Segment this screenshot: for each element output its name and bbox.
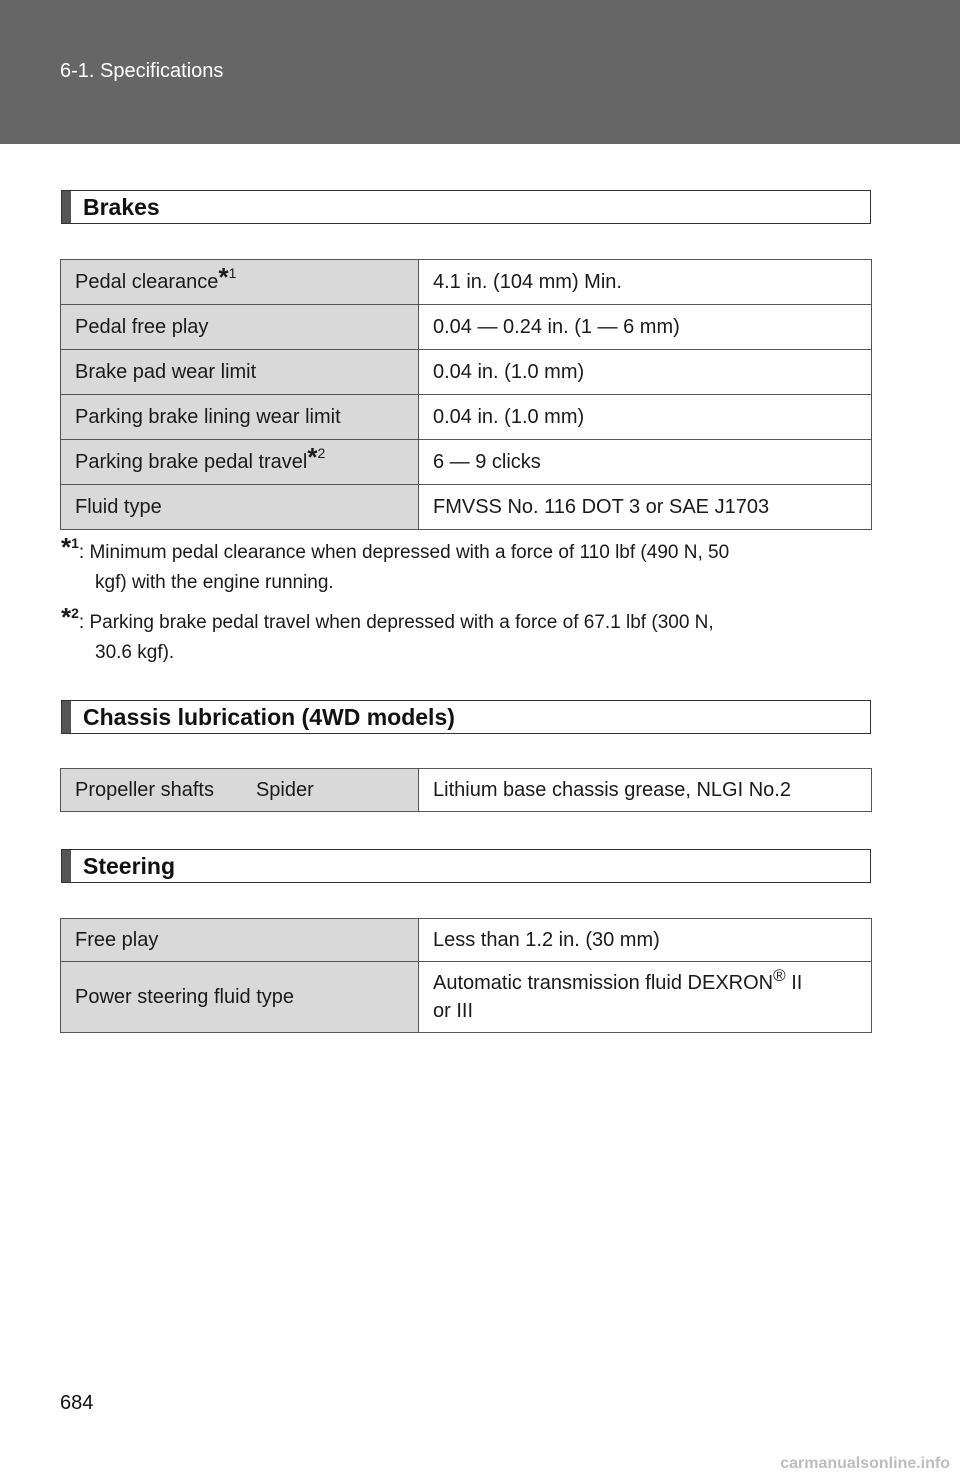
chassis-table <box>60 768 872 812</box>
table-row <box>61 395 872 440</box>
section-marker <box>62 701 71 733</box>
row-label: Free play <box>61 919 419 962</box>
row-value: Automatic transmission fluid DEXRON® II or III <box>419 962 872 1033</box>
page-header <box>0 0 960 144</box>
section-heading: Brakes <box>83 194 160 220</box>
row-value: 6 — 9 clicks <box>419 440 872 485</box>
row-value: 4.1 in. (104 mm) Min. <box>419 260 872 305</box>
section-heading: Steering <box>83 853 176 879</box>
table-row <box>61 769 872 812</box>
row-label: Pedal free play <box>61 305 419 350</box>
table-row <box>61 440 872 485</box>
row-value: FMVSS No. 116 DOT 3 or SAE J1703 <box>419 485 872 530</box>
section-title-steering <box>61 849 871 883</box>
row-label: Parking brake pedal travel$^{*2}$ <box>61 440 419 485</box>
row-value: Lithium base chassis grease, NLGI No.2 <box>419 769 872 812</box>
table-row <box>61 485 872 530</box>
row-value: 0.04 in. (1.0 mm) <box>419 350 872 395</box>
section-title-brakes <box>61 190 871 224</box>
table-row <box>61 919 872 962</box>
row-label: Fluid type <box>61 485 419 530</box>
table-row <box>61 305 872 350</box>
row-value: 0.04 — 0.24 in. (1 — 6 mm) <box>419 305 872 350</box>
row-label: Propeller shafts Spider <box>61 769 419 812</box>
breadcrumb: 6-1. Specifications <box>60 60 224 82</box>
section-title-chassis <box>61 700 871 734</box>
page-number: 684 <box>60 1392 94 1414</box>
table-row <box>61 260 872 305</box>
row-value: 0.04 in. (1.0 mm) <box>419 395 872 440</box>
section-heading: Chassis lubrication (4WD models) <box>83 704 455 730</box>
table-row <box>61 962 872 1033</box>
row-label: Parking brake lining wear limit <box>61 395 419 440</box>
watermark: carmanualsonline.info <box>780 1455 950 1472</box>
footnote-2: $^{*2}$: Parking brake pedal travel when depressed with a force of 67.1 lbf (300 N, 30.6 kgf). <box>61 602 714 663</box>
row-label: Brake pad wear limit <box>61 350 419 395</box>
footnote-1: $^{*1}$: Minimum pedal clearance when depressed with a force of 110 lbf (490 N, 50 kgf) with the engine running. <box>61 532 730 593</box>
section-marker <box>62 191 71 223</box>
row-label: Power steering fluid type <box>61 962 419 1033</box>
table-row <box>61 350 872 395</box>
section-marker <box>62 850 71 882</box>
steering-table <box>60 918 872 1033</box>
row-value: Less than 1.2 in. (30 mm) <box>419 919 872 962</box>
row-label: Pedal clearance$^{*1}$ <box>61 260 419 305</box>
brakes-table <box>60 259 872 530</box>
